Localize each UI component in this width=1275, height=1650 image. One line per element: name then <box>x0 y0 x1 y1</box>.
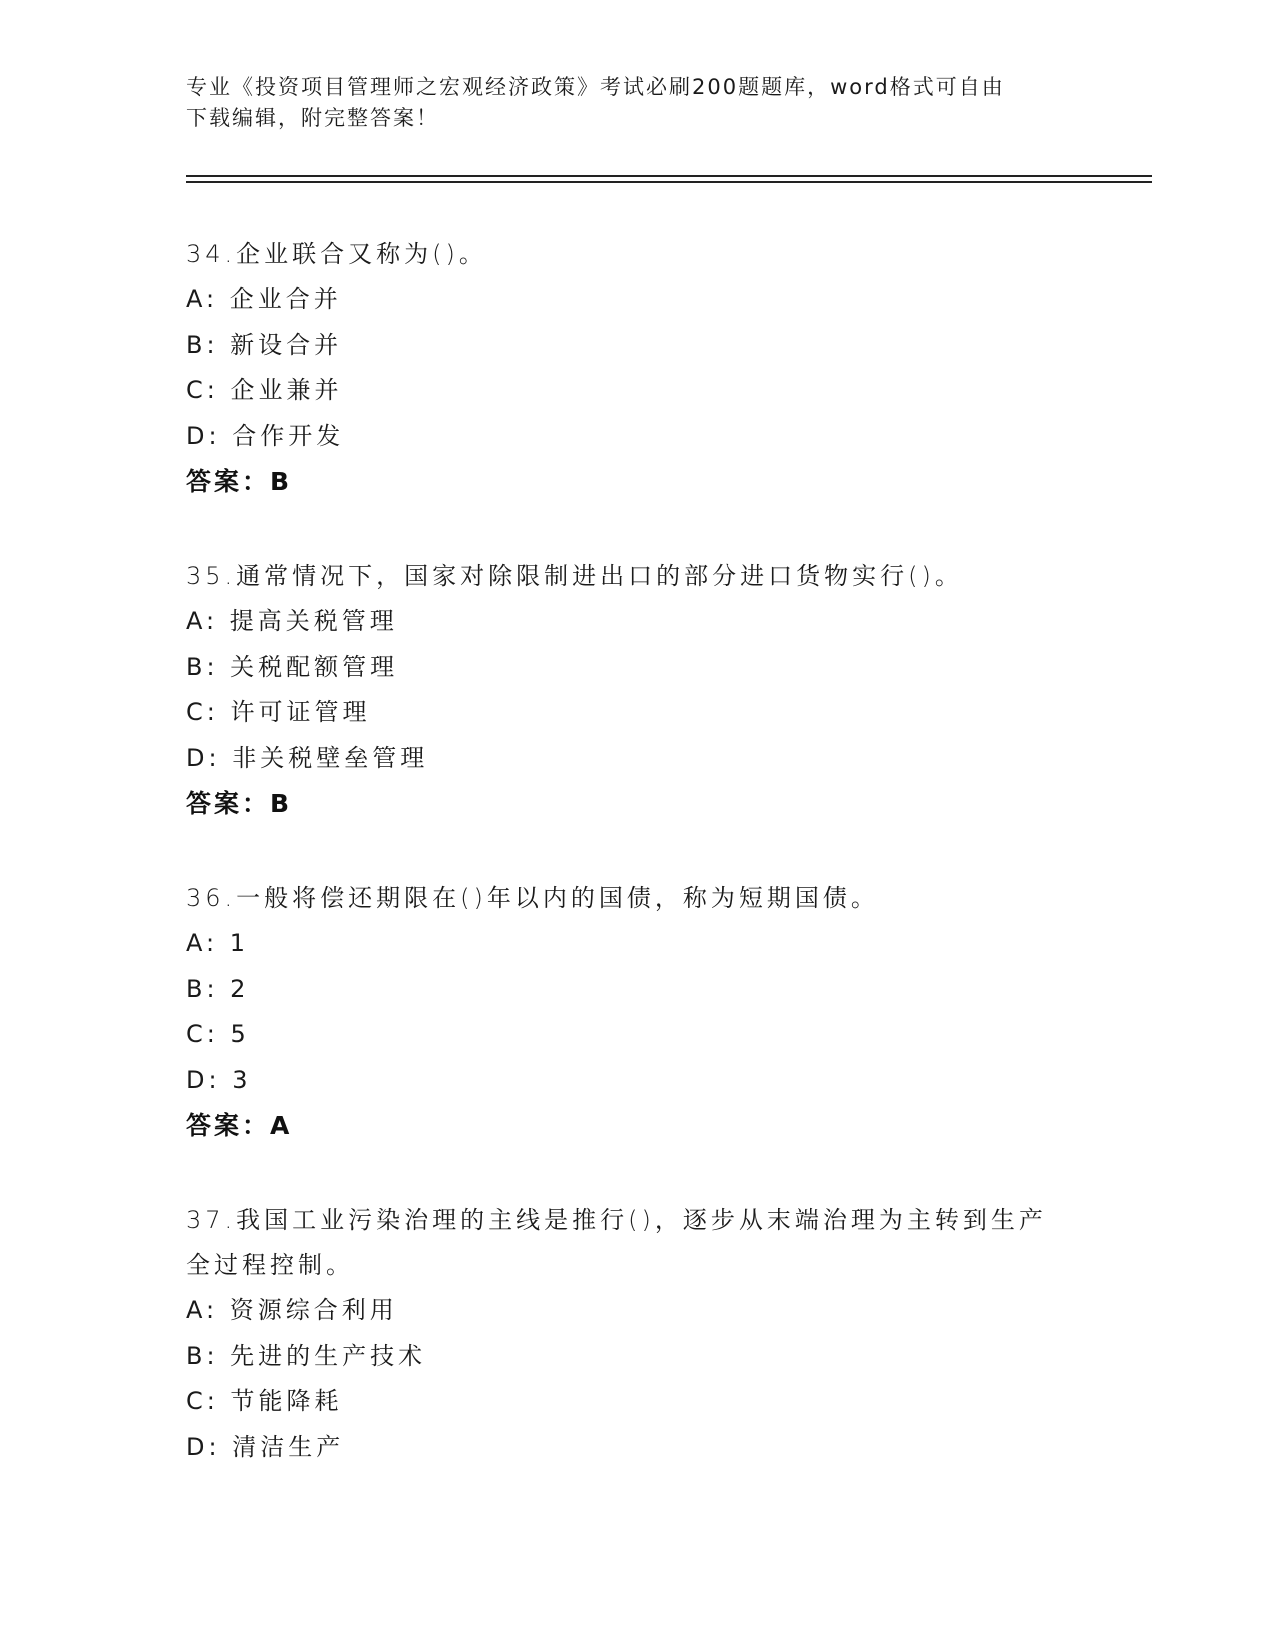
question-34 <box>186 232 1086 504</box>
question-list <box>186 232 1086 1520</box>
question-stem-line-2: 全过程控制。 <box>186 1251 354 1279</box>
question-stem: 34.企业联合又称为()。 <box>186 240 487 268</box>
option-d: D: 清洁生产 <box>186 1432 345 1461</box>
header-line-2: 下载编辑，附完整答案！ <box>186 106 439 130</box>
option-d: D: 3 <box>186 1065 252 1094</box>
header-line-1: 专业《投资项目管理师之宏观经济政策》考试必刷200题题库，word格式可自由 <box>186 75 1005 99</box>
option-a: A: 企业合并 <box>186 285 342 313</box>
option-d: D: 非关税壁垒管理 <box>186 743 429 772</box>
option-c: C: 许可证管理 <box>186 698 371 726</box>
option-a: A: 资源综合利用 <box>186 1296 398 1324</box>
question-stem: 35.通常情况下，国家对除限制进出口的部分进口货物实行()。 <box>186 562 963 590</box>
document-header <box>186 72 1086 134</box>
option-a: A: 提高关税管理 <box>186 607 398 635</box>
option-b: B: 新设合并 <box>186 330 343 359</box>
option-b: B: 关税配额管理 <box>186 652 399 681</box>
question-37 <box>186 1198 1086 1470</box>
question-36 <box>186 876 1086 1148</box>
option-c: C: 5 <box>186 1020 250 1048</box>
header-divider-bottom <box>186 181 1152 183</box>
option-a: A: 1 <box>186 929 249 957</box>
question-stem: 36.一般将偿还期限在()年以内的国债，称为短期国债。 <box>186 884 879 912</box>
option-b: B: 先进的生产技术 <box>186 1341 427 1370</box>
option-c: C: 企业兼并 <box>186 376 343 404</box>
answer: 答案：B <box>186 789 293 818</box>
question-stem-line-1: 37.我国工业污染治理的主线是推行()，逐步从末端治理为主转到生产 <box>186 1206 1047 1234</box>
answer: 答案：A <box>186 1111 293 1140</box>
option-d: D: 合作开发 <box>186 421 345 450</box>
option-b: B: 2 <box>186 974 250 1003</box>
header-divider-top <box>186 175 1152 177</box>
question-35 <box>186 554 1086 826</box>
option-c: C: 节能降耗 <box>186 1387 343 1415</box>
answer: 答案：B <box>186 467 293 496</box>
